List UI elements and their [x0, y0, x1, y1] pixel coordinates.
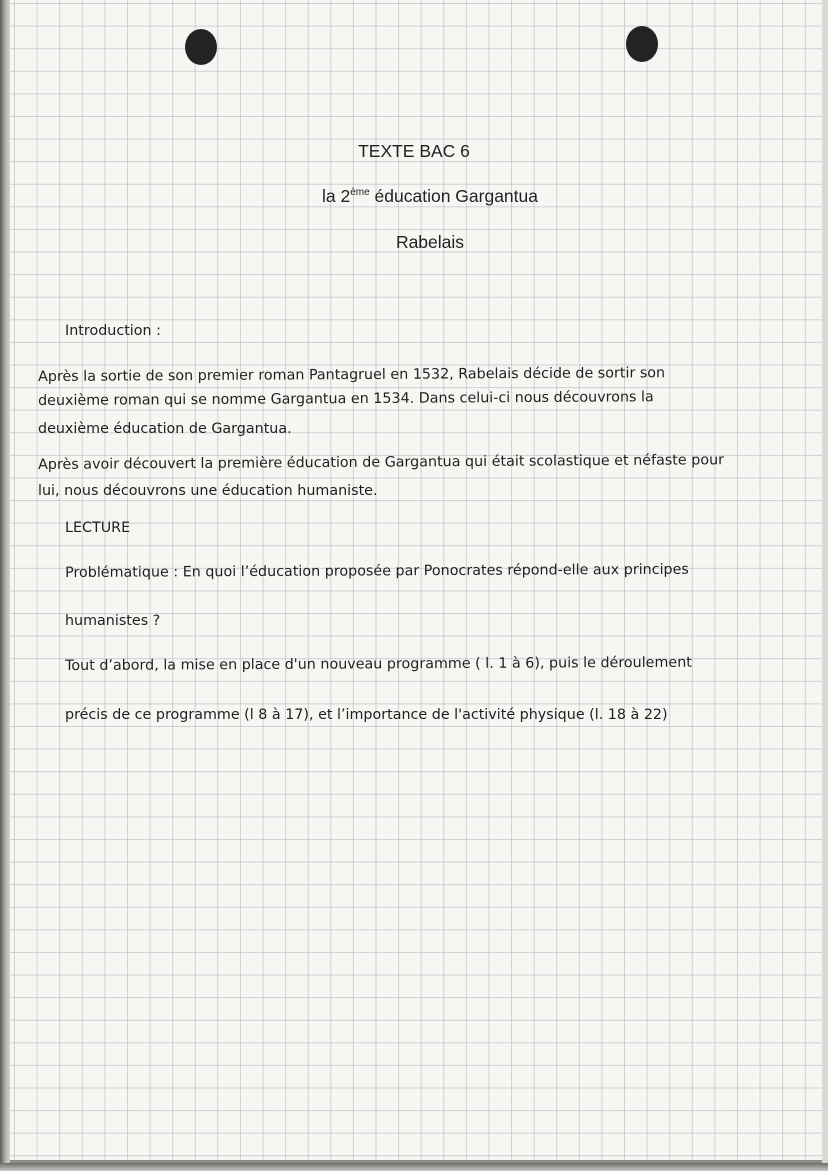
intro-heading: Introduction : — [65, 323, 161, 339]
page-subtitle: la 2ème éducation Gargantua — [322, 186, 538, 206]
page-bottom-edge — [0, 1163, 828, 1171]
punch-hole-left — [185, 29, 217, 65]
author: Rabelais — [395, 232, 465, 252]
plan-line-2: précis de ce programme (l 8 à 17), et l’importance de l'activité physique (l. 18 à 22) — [65, 707, 668, 723]
problematique-line-1: Problématique : En quoi l’éducation proposée par Ponocrates répond-elle aux principes — [65, 561, 689, 581]
problematique-line-2: humanistes ? — [65, 613, 161, 629]
intro-paragraph-line-3: deuxième éducation de Gargantua. — [38, 421, 292, 437]
page-left-edge — [0, 0, 10, 1171]
second-paragraph-line-2: lui, nous découvrons une éducation humaniste. — [38, 483, 378, 499]
plan-line-1: Tout d’abord, la mise en place d'un nouveau programme ( l. 1 à 6), puis le déroulement — [65, 654, 692, 674]
page-title: TEXTE BAC 6 — [358, 141, 470, 161]
intro-paragraph-line-1: Après la sortie de son premier roman Pantagruel en 1532, Rabelais décide de sortir son — [38, 365, 666, 385]
lecture-heading: LECTURE — [65, 520, 131, 536]
intro-paragraph-line-2: deuxième roman qui se nomme Gargantua en 1534. Dans celui-ci nous découvrons la — [38, 389, 654, 409]
punch-hole-right — [626, 26, 658, 62]
second-paragraph-line-1: Après avoir découvert la première éducation de Gargantua qui était scolastique et néfaste pour — [38, 452, 725, 473]
